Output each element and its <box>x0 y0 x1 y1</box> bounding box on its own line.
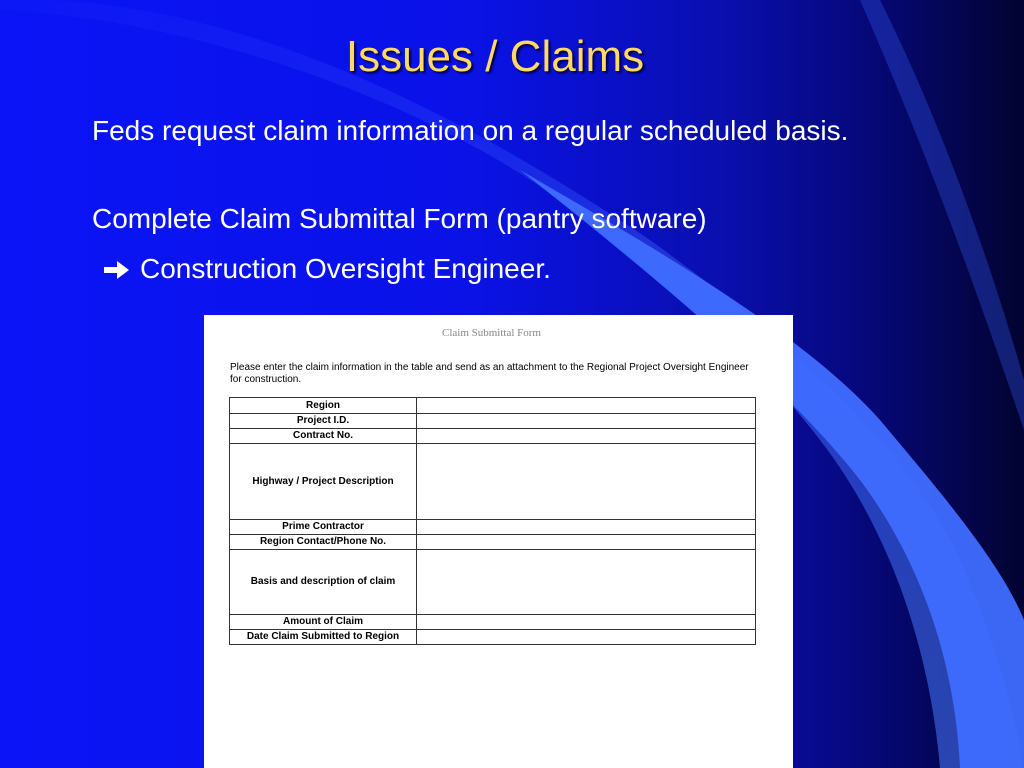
claim-form-image <box>204 315 793 768</box>
row-label: Basis and description of claim <box>230 550 417 615</box>
slide-title: Issues / Claims <box>345 32 645 81</box>
row-value <box>417 398 756 414</box>
row-value <box>417 520 756 535</box>
row-value <box>417 444 756 520</box>
right-arrow-icon <box>104 250 140 288</box>
form-title: Claim Submittal Form <box>441 327 541 339</box>
row-label: Project I.D. <box>230 414 417 429</box>
bullet-oversight-engineer-label: Construction Oversight Engineer. <box>140 253 551 284</box>
row-label: Prime Contractor <box>230 520 417 535</box>
claim-form-table <box>229 397 756 645</box>
row-value <box>417 550 756 615</box>
table-row <box>230 630 756 645</box>
table-row <box>230 535 756 550</box>
row-value <box>417 429 756 444</box>
table-row <box>230 550 756 615</box>
table-row <box>230 444 756 520</box>
form-instructions: Please enter the claim information in the table and send as an attachment to the Regional Project Oversight Engineer for construction. <box>230 362 749 385</box>
row-label: Region <box>230 398 417 414</box>
row-label: Date Claim Submitted to Region <box>230 630 417 645</box>
table-row <box>230 414 756 429</box>
row-label: Highway / Project Description <box>230 444 417 520</box>
row-value <box>417 535 756 550</box>
table-row <box>230 398 756 414</box>
row-label: Amount of Claim <box>230 615 417 630</box>
bullet-feds-request: Feds request claim information on a regular scheduled basis. <box>92 115 849 146</box>
row-label: Region Contact/Phone No. <box>230 535 417 550</box>
bullet-oversight-engineer <box>104 250 964 288</box>
table-row <box>230 615 756 630</box>
row-value <box>417 615 756 630</box>
table-row <box>230 520 756 535</box>
row-value <box>417 414 756 429</box>
row-label: Contract No. <box>230 429 417 444</box>
table-row <box>230 429 756 444</box>
row-value <box>417 630 756 645</box>
bullet-complete-form: Complete Claim Submittal Form (pantry software) <box>92 203 707 234</box>
